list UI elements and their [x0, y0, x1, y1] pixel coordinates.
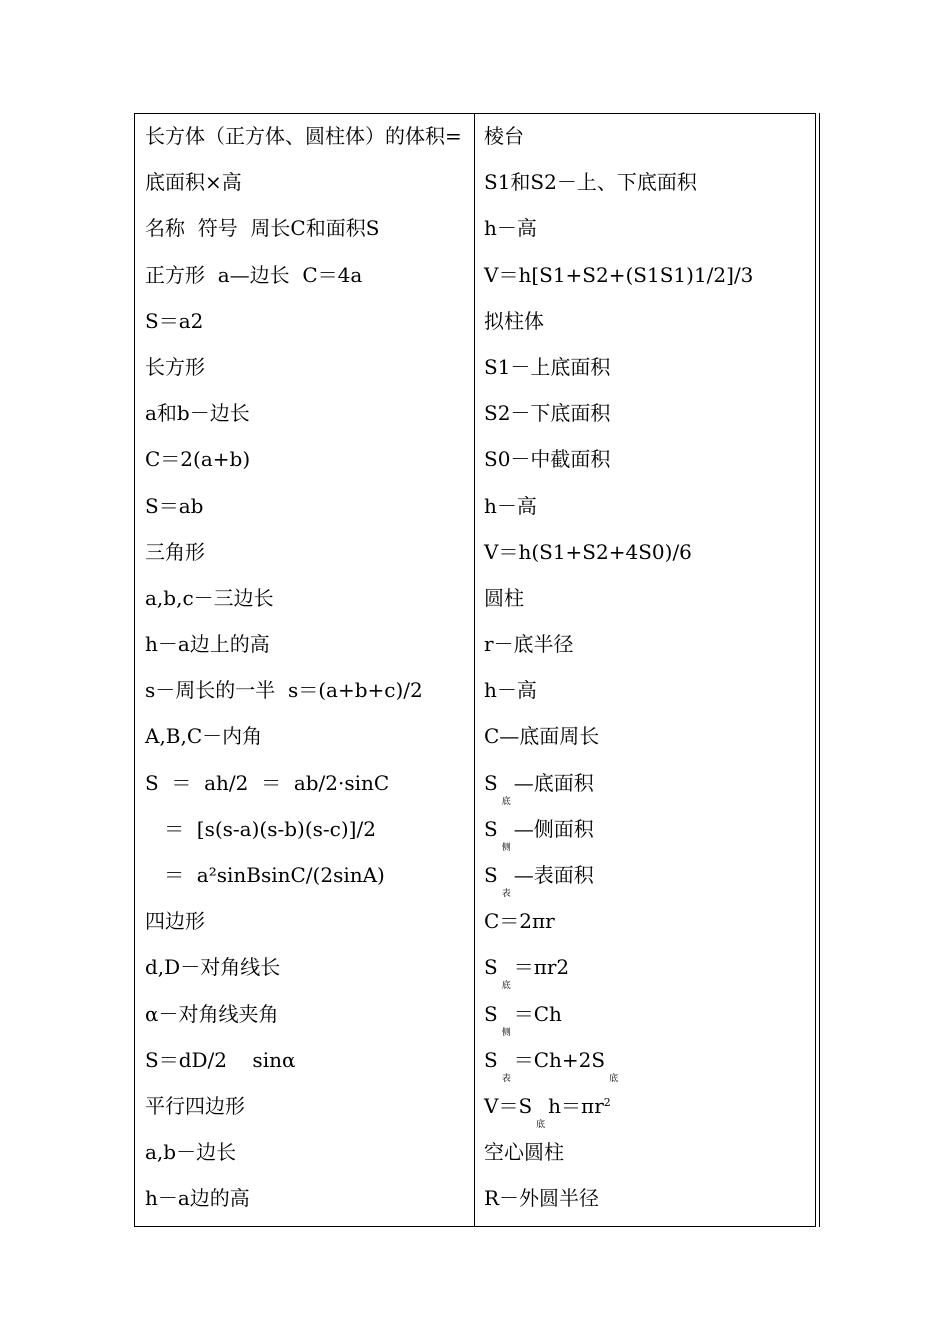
formula-main: V＝S [484, 1093, 533, 1118]
left-line: α－对角线夹角 [145, 1001, 279, 1026]
right-line: h－高 [484, 493, 537, 518]
right-line [484, 909, 815, 955]
formula-table [134, 113, 816, 1227]
formula-tail: —侧面积 [513, 816, 594, 841]
left-line: 长方体（正方体、圆柱体）的体积= [145, 124, 462, 148]
right-line [484, 817, 815, 863]
left-line: h－a边上的高 [145, 632, 270, 657]
formula-main: 空心圆柱 [484, 1140, 564, 1165]
left-line: S＝a2 [145, 308, 204, 333]
left-line: 正方形 a—边长 C＝4a [145, 262, 363, 287]
subscript: 表 [501, 1073, 511, 1084]
subscript: 侧 [501, 842, 511, 853]
formula-tail: ＝Ch+2S [513, 1047, 606, 1072]
left-line: a,b,c－三边长 [145, 585, 274, 610]
right-line: V＝h(S1+S2+4S0)/6 [484, 539, 692, 564]
left-line: 平行四边形 [145, 1093, 245, 1118]
right-line [484, 1186, 815, 1232]
left-line: 底面积×高 [145, 170, 242, 195]
right-line: h－高 [484, 216, 537, 241]
formula-main: S [484, 816, 498, 841]
left-line: ＝ [s(s-a)(s-b)(s-c)]/2 [145, 816, 376, 841]
left-line: a,b－边长 [145, 1140, 237, 1165]
subscript: 侧 [501, 1027, 511, 1038]
formula-tail: h＝πr [548, 1093, 604, 1118]
formula-main: R－外圆半径 [484, 1186, 600, 1211]
formula-tail: ＝πr2 [513, 955, 570, 980]
left-line: C＝2(a+b) [145, 447, 251, 472]
left-line: a和b－边长 [145, 401, 250, 426]
left-line: A,B,C－内角 [145, 724, 263, 749]
formula-main: C＝2πr [484, 909, 555, 934]
formula-main: S [484, 955, 498, 980]
formula-tail: —表面积 [513, 863, 594, 887]
left-line: h－a边的高 [145, 1186, 250, 1211]
left-line: s－周长的一半 s＝(a+b+c)/2 [145, 678, 423, 703]
right-line: S2－下底面积 [484, 401, 611, 426]
left-line: ＝ a²sinBsinC/(2sinA) [145, 863, 385, 887]
left-line: S＝dD/2 sinα [145, 1047, 296, 1072]
formula-tail: ＝Ch [513, 1001, 562, 1026]
left-line: 名称 符号 周长C和面积S [145, 216, 380, 241]
right-line: h－高 [484, 678, 537, 703]
subscript: 底 [536, 1119, 546, 1130]
superscript: 2 [603, 1095, 611, 1109]
right-line: S1－上底面积 [484, 354, 611, 379]
right-line [484, 771, 815, 817]
formula-main: S [484, 770, 498, 795]
formula-main: S [484, 1001, 498, 1026]
subscript: 底 [501, 981, 511, 992]
right-line: V＝h[S1+S2+(S1S1)1/2]/3 [484, 262, 754, 287]
right-line: C—底面周长 [484, 724, 600, 749]
subscript: 底 [609, 1073, 619, 1084]
right-line [484, 1094, 815, 1140]
left-line: S ＝ ah/2 ＝ ab/2·sinC [145, 770, 390, 795]
right-column [475, 114, 815, 1226]
right-line: 圆柱 [484, 585, 524, 610]
left-line: 三角形 [145, 539, 205, 564]
left-line: d,D－对角线长 [145, 955, 281, 980]
right-line: S0－中截面积 [484, 447, 611, 472]
right-line [484, 955, 815, 1001]
formula-tail: —底面积 [513, 770, 594, 795]
left-column [135, 114, 475, 1226]
left-line: S＝ab [145, 493, 204, 518]
left-line: 长方形 [145, 354, 205, 379]
left-line: 四边形 [145, 909, 205, 934]
formula-main: S [484, 1047, 498, 1072]
subscript: 表 [501, 889, 511, 899]
right-line: 棱台 [484, 124, 524, 148]
right-line: r－底半径 [484, 632, 574, 657]
formula-main: S [484, 863, 498, 887]
subscript: 底 [501, 796, 511, 807]
right-line [484, 1140, 815, 1186]
right-line [484, 1048, 815, 1094]
right-line [484, 863, 815, 909]
right-line: 拟柱体 [484, 308, 544, 333]
right-line [484, 1002, 815, 1048]
right-line: S1和S2－上、下底面积 [484, 170, 697, 195]
